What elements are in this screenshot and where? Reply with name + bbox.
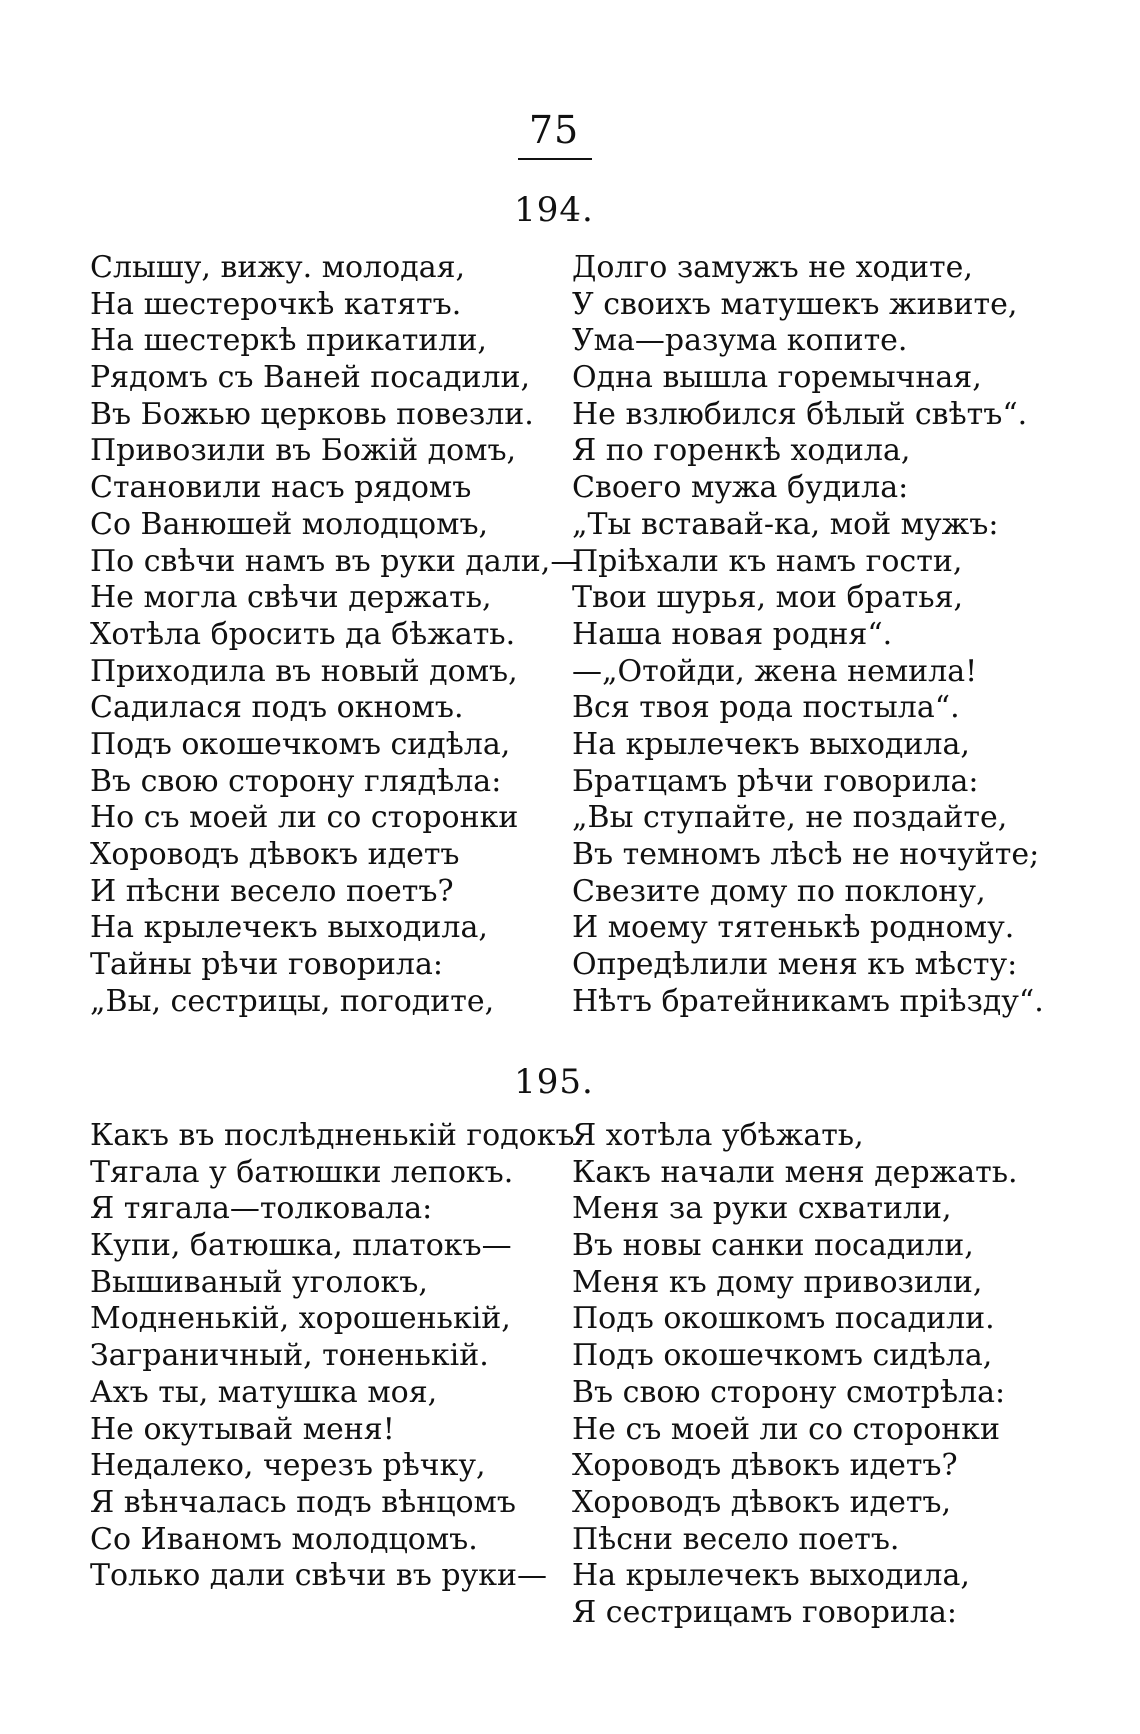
verse-line: Модненькій, хорошенькій, xyxy=(90,1301,511,1337)
verse-line: На крылечекъ выходила, xyxy=(572,1558,970,1594)
verse-line: Не съ моей ли со сторонки xyxy=(572,1411,1001,1447)
verse-line: Со Иваномъ молодцомъ. xyxy=(90,1521,478,1557)
verse-line: Слышу, вижу. молодая, xyxy=(90,250,466,285)
verse-line: Рядомъ съ Ваней посадили, xyxy=(90,360,531,396)
verse-line: Подъ окошечкомъ сидѣла, xyxy=(572,1338,993,1374)
verse-line: Только дали свѣчи въ руки— xyxy=(90,1558,548,1594)
verse-line: —„Отойди, жена немила! xyxy=(572,653,978,689)
verse-line: Я по горенкѣ ходила, xyxy=(572,433,911,469)
verse-line: Хотѣла бросить да бѣжать. xyxy=(90,616,516,652)
verse-line: На шестеркѣ прикатили, xyxy=(90,323,487,359)
verse-line: Меня къ дому привозили, xyxy=(572,1264,983,1300)
verse-line: Своего мужа будила: xyxy=(572,470,909,506)
verse-line: Подъ окошечкомъ сидѣла, xyxy=(90,726,511,762)
verse-line: „Ты вставай-ка, мой мужъ: xyxy=(572,506,999,542)
verse-line: Долго замужъ не ходите, xyxy=(572,250,973,285)
poem-194-left-column xyxy=(90,250,580,1020)
verse-line: Свезите дому по поклону, xyxy=(572,873,986,909)
verse-line: Привозили въ Божій домъ, xyxy=(90,433,517,469)
verse-line: Приходила въ новый домъ, xyxy=(90,653,518,689)
verse-line: И моему тятенькѣ родному. xyxy=(572,910,1015,946)
verse-line: „Вы, сестрицы, погодите, xyxy=(90,983,495,1019)
page-number-rule xyxy=(518,158,592,160)
verse-line: Какъ въ послѣдненькій годокъ xyxy=(90,1118,575,1153)
verse-line: Садилася подъ окномъ. xyxy=(90,690,464,726)
verse-line: На шестерочкѣ катятъ. xyxy=(90,286,462,322)
verse-line: Братцамъ рѣчи говорила: xyxy=(572,763,979,799)
verse-line: Я сестрицамъ говорила: xyxy=(572,1594,958,1630)
verse-line: Не взлюбился бѣлый свѣтъ“. xyxy=(572,396,1028,432)
verse-line: Въ новы санки посадили, xyxy=(572,1228,974,1264)
verse-line: „Вы ступайте, не поздайте, xyxy=(572,800,1008,836)
verse-line: У своихъ матушекъ живите, xyxy=(572,286,1018,322)
verse-line: Купи, батюшка, платокъ— xyxy=(90,1228,512,1264)
verse-line: Не окутывай меня! xyxy=(90,1411,395,1447)
verse-line: На крылечекъ выходила, xyxy=(572,726,970,762)
verse-line: Тягала у батюшки лепокъ. xyxy=(90,1154,514,1190)
verse-line: Меня за руки схватили, xyxy=(572,1191,952,1227)
verse-line: И пѣсни весело поетъ? xyxy=(90,873,454,909)
verse-line: Вышиваный уголокъ, xyxy=(90,1264,428,1300)
verse-line: Заграничный, тоненькій. xyxy=(90,1338,489,1374)
verse-line: Опредѣлили меня къ мѣсту: xyxy=(572,947,1018,983)
verse-line: Я вѣнчалась подъ вѣнцомъ xyxy=(90,1484,516,1520)
poem-195-right-column xyxy=(572,1118,1018,1632)
verse-line: Нѣтъ братейникамъ пріѣзду“. xyxy=(572,983,1044,1019)
verse-line: На крылечекъ выходила, xyxy=(90,910,488,946)
verse-line: Тайны рѣчи говорила: xyxy=(90,947,443,983)
verse-line: Пѣсни весело поетъ. xyxy=(572,1521,900,1557)
verse-line: Пріѣхали къ намъ гости, xyxy=(572,543,963,579)
poem-194-right-column xyxy=(572,250,1044,1020)
poem-number-195: 195. xyxy=(514,1062,594,1102)
verse-line: Въ свою сторону глядѣла: xyxy=(90,763,502,799)
verse-line: Недалеко, черезъ рѣчку, xyxy=(90,1448,486,1484)
page-number: 75 xyxy=(528,108,580,152)
verse-line: Подъ окошкомъ посадили. xyxy=(572,1301,995,1337)
verse-line: Становили насъ рядомъ xyxy=(90,470,472,506)
poem-195-left-column xyxy=(90,1118,575,1595)
verse-line: Одна вышла горемычная, xyxy=(572,360,982,396)
verse-line: Въ Божью церковь повезли. xyxy=(90,396,534,432)
verse-line: Хороводъ дѣвокъ идетъ? xyxy=(572,1448,958,1484)
verse-line: Твои шурья, мои братья, xyxy=(572,580,964,616)
verse-line: Вся твоя рода постыла“. xyxy=(572,690,960,726)
poem-number-194: 194. xyxy=(514,190,594,230)
verse-line: Ума—разума копите. xyxy=(572,323,908,359)
verse-line: Ахъ ты, матушка моя, xyxy=(90,1374,438,1410)
verse-line: Я тягала—толковала: xyxy=(90,1191,433,1227)
verse-line: Въ темномъ лѣсѣ не ночуйте; xyxy=(572,837,1040,872)
verse-line: Я хотѣла убѣжать, xyxy=(572,1118,864,1153)
verse-line: Хороводъ дѣвокъ идетъ, xyxy=(572,1484,952,1520)
verse-line: Но съ моей ли со сторонки xyxy=(90,800,519,836)
verse-line: Хороводъ дѣвокъ идетъ xyxy=(90,837,460,872)
verse-line: Наша новая родня“. xyxy=(572,616,893,652)
verse-line: Какъ начали меня держать. xyxy=(572,1154,1018,1190)
verse-line: Не могла свѣчи держать, xyxy=(90,580,492,616)
verse-line: По свѣчи намъ въ руки дали,— xyxy=(90,543,581,579)
verse-line: Въ свою сторону смотрѣла: xyxy=(572,1374,1006,1410)
verse-line: Со Ванюшей молодцомъ, xyxy=(90,506,489,542)
